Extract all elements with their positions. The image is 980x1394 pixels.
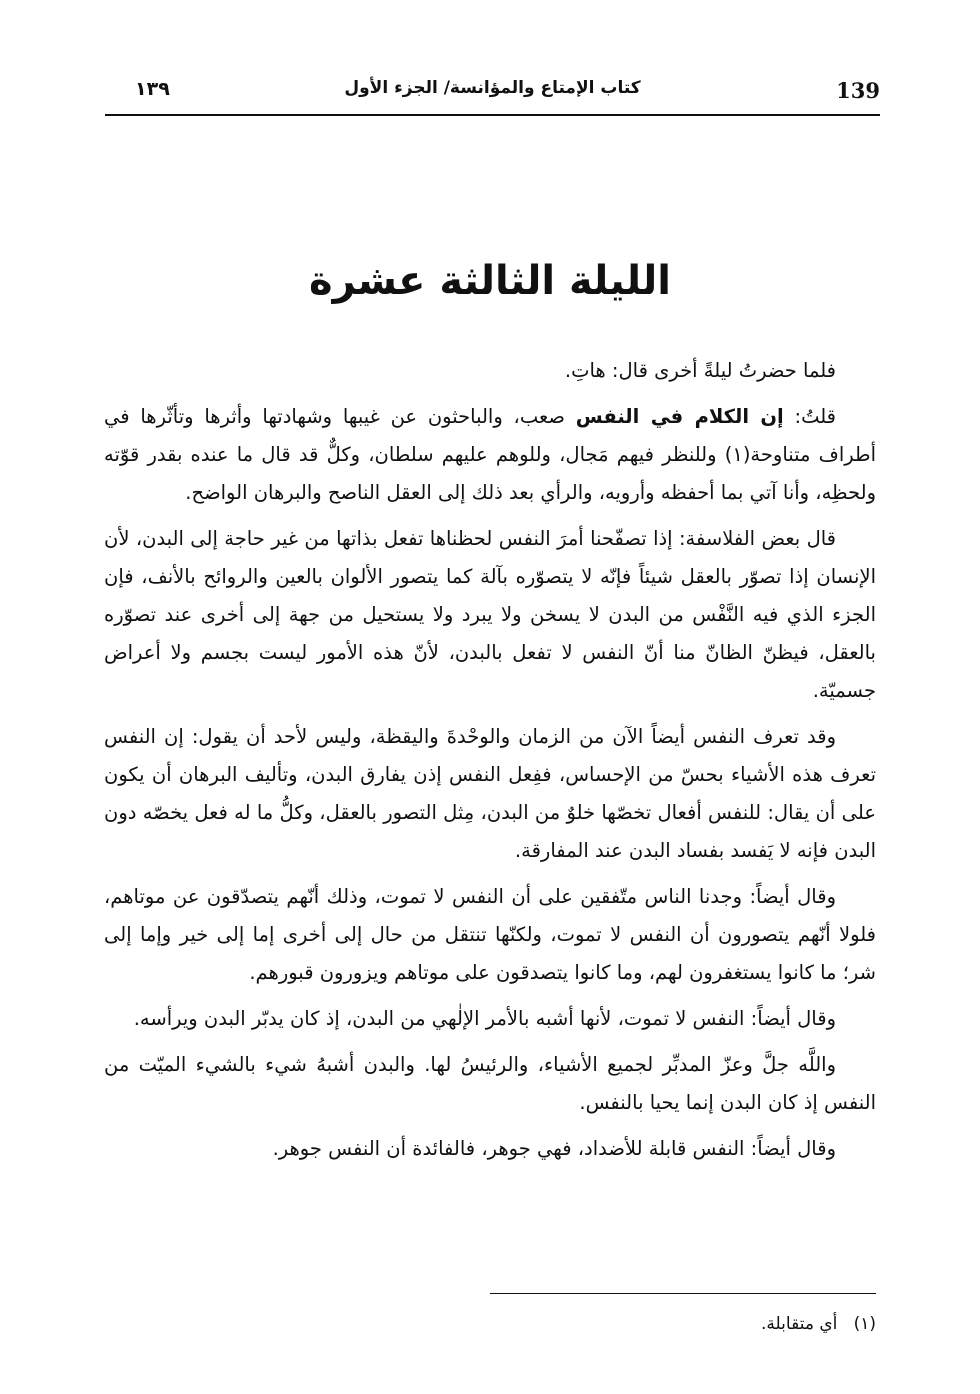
- page-number-latin: 139: [836, 78, 880, 103]
- paragraph: وقد تعرف النفس أيضاً الآن من الزمان والوحْدةَ واليقظة، وليس لأحد أن يقول: إن النفس تعرف هذه الأشياء بحسّ من الإحساس، ففِعل النفس إذن يفارق البدن، وتأليف البرهان أن يكون على أن يقال: للنفس أفعال تخصّها خلوٌ من البدن، مِثل التصور بالعقل، وكلُّ ما له فعل يخصّه دون البدن فإنه لا يَفسد بفساد البدن عند المفارقة.: [104, 725, 876, 862]
- running-title: كتاب الإمتاع والمؤانسة/ الجزء الأول: [344, 78, 641, 98]
- paragraph: واللَّه جلَّ وعزّ المدبِّر لجميع الأشياء، والرئيسُ لها. والبدن أشبهُ شيء بالشيء الميّت من النفس إذ كان البدن إنما يحيا بالنفس.: [104, 1053, 876, 1114]
- page-header: [105, 78, 880, 114]
- paragraph-bold: إن الكلام في النفس: [575, 405, 784, 428]
- header-rule: [105, 114, 880, 116]
- paragraph-lead: قلتُ:: [783, 405, 836, 428]
- page-number-arabic: ١٣٩: [135, 78, 170, 100]
- paragraph: [104, 398, 876, 512]
- footnote-rule: [490, 1293, 876, 1294]
- footnote: [490, 1314, 876, 1334]
- paragraph-text: صعب، والباحثون عن غيبها وشهادتها وأثرها وتأثّرها في أطراف متناوحة(١) وللنظر فيهم مَجال، وللوهم عليهم سلطان، وكلٌّ قد قال ما عنده بقدر قوّته ولحظِه، وأنا آتي بما أحفظه وأرويه، والرأي بعد ذلك إلى العقل الناصح والبرهان الواضح.: [104, 405, 876, 504]
- paragraph: وقال أيضاً: النفس قابلة للأضداد، فهي جوهر، فالفائدة أن النفس جوهر.: [272, 1137, 836, 1160]
- paragraph: وقال أيضاً: النفس لا تموت، لأنها أشبه بالأمر الإلٰهي من البدن، إذ كان يدبّر البدن ويرأسه.: [133, 1007, 836, 1030]
- footnote-text: أي متقابلة.: [761, 1314, 838, 1334]
- chapter-title: الليلة الثالثة عشرة: [308, 258, 672, 304]
- footnote-marker: (١): [853, 1314, 876, 1334]
- body-text: [104, 352, 876, 1176]
- paragraph: قال بعض الفلاسفة: إذا تصفّحنا أمرَ النفس لحظناها تفعل بذاتها من غير حاجة إلى البدن، لأن الإنسان إذا تصوّر بالعقل شيئاً فإنّه لا يتصوّره بآلة كما يتصور الألوان بالعين والروائح بالأنف، فإن الجزء الذي فيه النَّفْس من البدن لا يسخن ولا يبرد ولا يستحيل من جهة إلى أخرى عند تصوّره بالعقل، فيظنّ الظانّ منا أنّ النفس لا تفعل بالبدن، لأنّ هذه الأمور ليست بجسم ولا أعراض جسميّة.: [104, 527, 876, 702]
- paragraph: فلما حضرتُ ليلةً أخرى قال: هاتِ.: [564, 359, 836, 382]
- paragraph: وقال أيضاً: وجدنا الناس متّفقين على أن النفس لا تموت، وذلك أنّهم يتصدّقون عن موتاهم، فلولا أنّهم يتصورون أن النفس لا تموت، ولكنّها تنتقل من حال إلى أخرى إما إلى خير وإما إلى شر؛ ما كانوا يستغفرون لهم، وما كانوا يتصدقون على موتاهم ويزورون قبورهم.: [104, 885, 876, 984]
